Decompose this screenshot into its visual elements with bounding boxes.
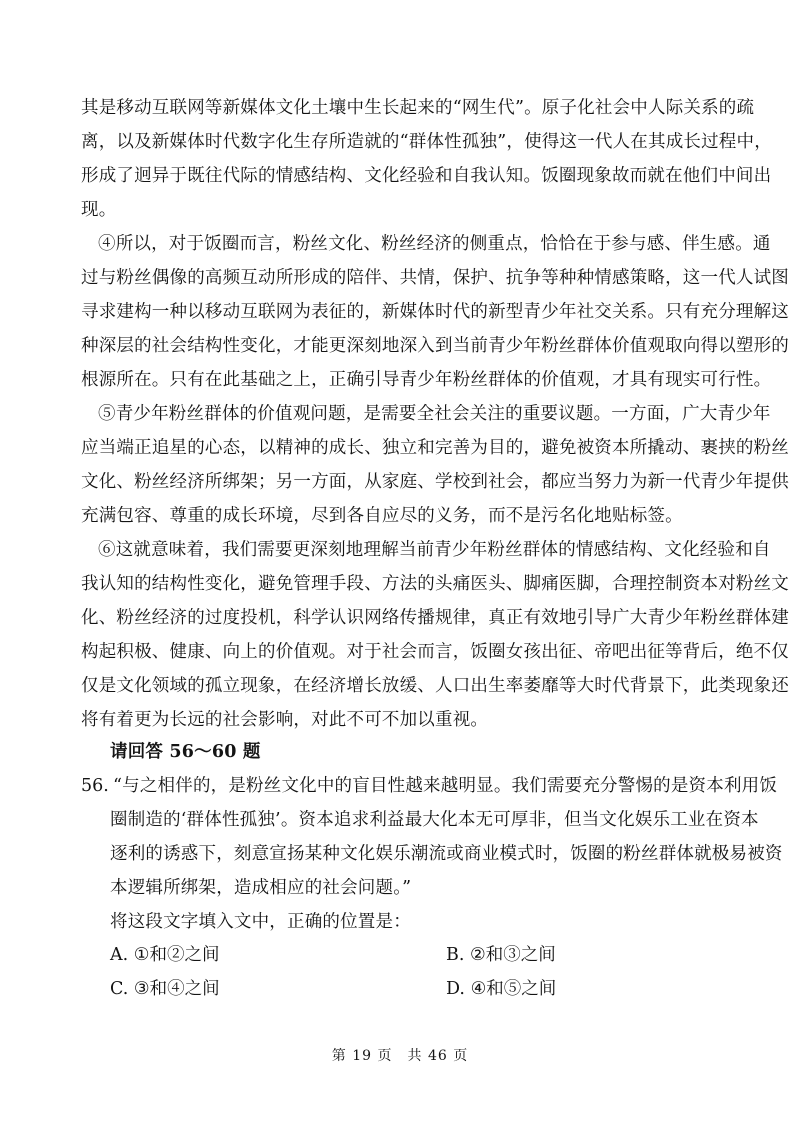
option-c[interactable] (110, 977, 220, 1001)
paragraph-4-line-2: 过与粉丝偶像的高频互动所形成的陪伴、共情，保护、抗争等种种情感策略，这一代人试图 (81, 268, 789, 288)
paragraph-3-line-4: 现。 (81, 200, 117, 220)
question-prompt: 将这段文字填入文中，正确的位置是： (110, 912, 411, 932)
paragraph-6-line-1: ⑥这就意味着，我们需要更深刻地理解当前青少年粉丝群体的情感结构、文化经验和自 (98, 540, 771, 560)
page-footer: 第 19 页 共 46 页 (331, 1048, 469, 1064)
paragraph-5-line-2: 应当端正追星的心态，以精神的成长、独立和完善为目的，避免被资本所撬动、裹挟的粉丝 (81, 438, 789, 458)
paragraph-4-line-4: 种深层的社会结构性变化，才能更深刻地深入到当前青少年粉丝群体价值观取向得以塑形的 (81, 336, 789, 356)
option-a[interactable] (110, 943, 219, 967)
option-b-text: ②和③之间 (470, 945, 556, 965)
question-quote-line-2: 圈制造的‘群体性孤独’。资本追求利益最大化本无可厚非，但当文化娱乐工业在资本 (110, 810, 759, 830)
paragraph-5-line-3: 文化、粉丝经济所绑架；另一方面，从家庭、学校到社会，都应当努力为新一代青少年提供 (81, 472, 789, 492)
paragraph-3-line-1: 其是移动互联网等新媒体文化土壤中生长起来的“网生代”。原子化社会中人际关系的疏 (81, 98, 755, 118)
option-c-text: ③和④之间 (133, 979, 220, 999)
paragraph-5-line-4: 充满包容、尊重的成长环境，尽到各自应尽的义务，而不是污名化地贴标签。 (81, 506, 683, 526)
section-heading: 请回答 56～60 题 (110, 742, 261, 762)
paragraph-6-line-5: 仅是文化领域的孤立现象，在经济增长放缓、人口出生率萎靡等大时代背景下，此类现象还 (81, 676, 789, 696)
option-a-letter: A. (110, 945, 129, 965)
paragraph-3-line-3: 形成了迥异于既往代际的情感结构、文化经验和自我认知。饭圈现象故而就在他们中间出 (81, 166, 772, 186)
option-b-letter: B. (446, 945, 465, 965)
question-quote-line-4: 本逻辑所绑架，造成相应的社会问题。” (110, 878, 412, 898)
paragraph-3-line-2: 离，以及新媒体时代数字化生存所造就的“群体性孤独”，使得这一代人在其成长过程中， (81, 132, 772, 152)
question-number: 56. (81, 776, 109, 796)
option-b[interactable] (446, 943, 556, 967)
paragraph-6-line-6: 将有着更为长远的社会影响，对此不可不加以重视。 (81, 710, 489, 730)
paragraph-4-line-1: ④所以，对于饭圈而言，粉丝文化、粉丝经济的侧重点，恰恰在于参与感、伴生感。通 (98, 234, 771, 254)
paragraph-6-line-4: 构起积极、健康、向上的价值观。对于社会而言，饭圈女孩出征、帝吧出征等背后，绝不仅 (81, 642, 789, 662)
question-quote-line-1: “与之相伴的，是粉丝文化中的盲目性越来越明显。我们需要充分警惕的是资本利用饭 (113, 776, 778, 796)
option-d[interactable] (446, 977, 556, 1001)
option-a-text: ①和②之间 (133, 945, 220, 965)
question-quote-line-3: 逐利的诱惑下，刻意宣扬某种文化娱乐潮流或商业模式时，饭圈的粉丝群体就极易被资 (110, 844, 783, 864)
paragraph-6-line-2: 我认知的结构性变化，避免管理手段、方法的头痛医头、脚痛医脚，合理控制资本对粉丝文 (81, 574, 789, 594)
paragraph-6-line-3: 化、粉丝经济的过度投机，科学认识网络传播规律，真正有效地引导广大青少年粉丝群体建 (81, 608, 789, 628)
option-c-letter: C. (110, 979, 129, 999)
option-d-text: ④和⑤之间 (470, 979, 557, 999)
paragraph-4-line-3: 寻求建构一种以移动互联网为表征的，新媒体时代的新型青少年社交关系。只有充分理解这 (81, 302, 789, 322)
paragraph-5-line-1: ⑤青少年粉丝群体的价值观问题，是需要全社会关注的重要议题。一方面，广大青少年 (98, 404, 771, 424)
paragraph-4-line-5: 根源所在。只有在此基础之上，正确引导青少年粉丝群体的价值观，才具有现实可行性。 (81, 370, 772, 390)
option-d-letter: D. (446, 979, 465, 999)
